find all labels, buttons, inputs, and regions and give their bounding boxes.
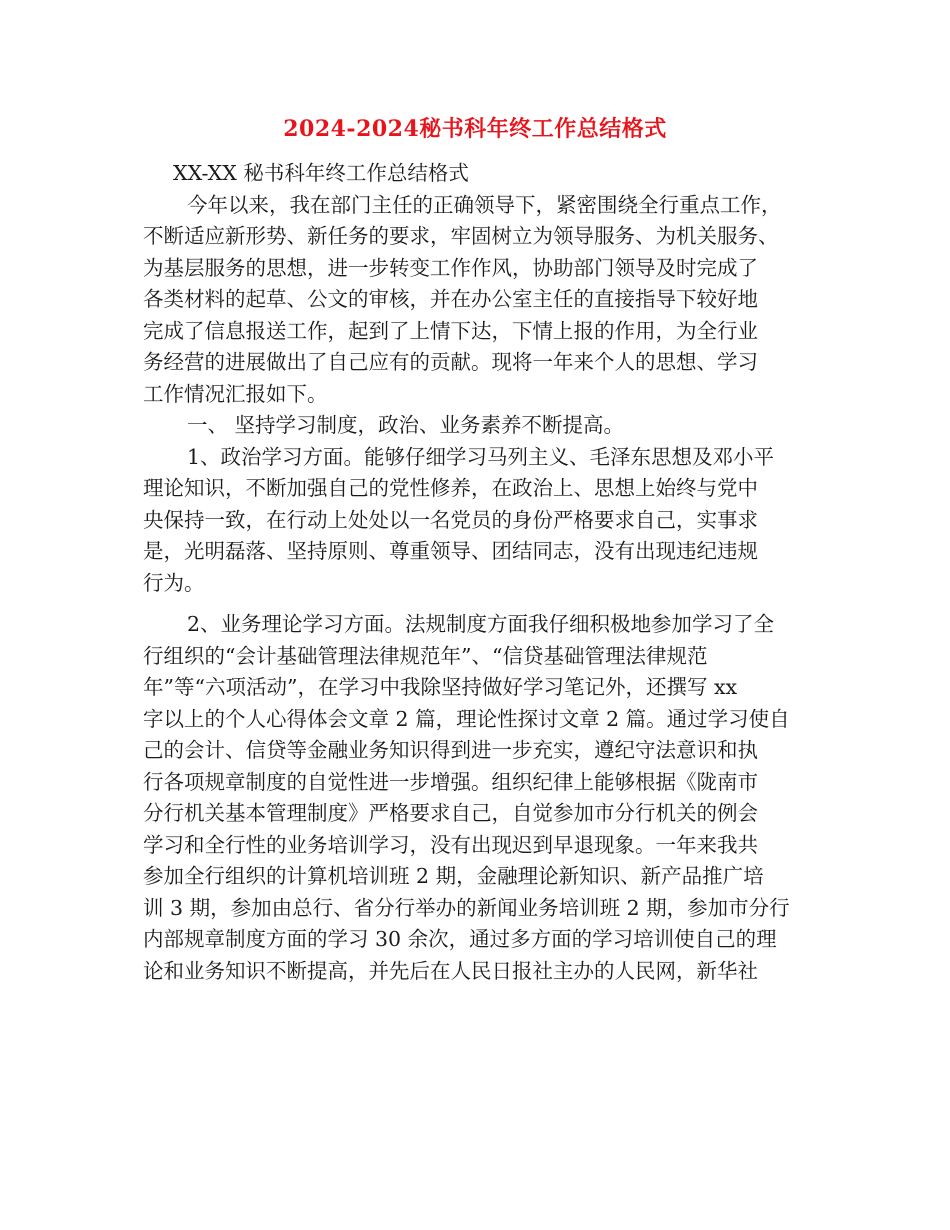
subtitle-line: XX-XX 秘书科年终工作总结格式 bbox=[173, 161, 469, 185]
paragraph-line: 行各项规章制度的自觉性进一步增强。组织纪律上能够根据《陇南市 bbox=[143, 769, 758, 794]
paragraph-line: 学习和全行性的业务培训学习，没有出现迟到早退现象。一年来我共 bbox=[143, 832, 758, 857]
paragraph-line: 分行机关基本管理制度》严格要求自己，自觉参加市分行机关的例会 bbox=[143, 801, 758, 825]
paragraph-line: 2、业务理论学习方面。法规制度方面我仔细积极地参加学习了全 bbox=[187, 612, 775, 636]
paragraph-line: 完成了信息报送工作，起到了上情下达，下情上报的作用，为全行业 bbox=[143, 318, 758, 343]
paragraph-line: 行组织的“会计基础管理法律规范年”、“信贷基础管理法律规范 bbox=[143, 643, 708, 668]
paragraph-line: 各类材料的起草、公文的审核，并在办公室主任的直接指导下较好地 bbox=[143, 287, 758, 311]
paragraph-gap bbox=[143, 599, 811, 609]
paragraph-line: 参加全行组织的计算机培训班 2 期，金融理论新知识、新产品推广培 bbox=[143, 864, 764, 888]
paragraph-line: 字以上的个人心得体会文章 2 篇，理论性探讨文章 2 篇。通过学习使自 bbox=[143, 706, 790, 731]
paragraph-line: 是，光明磊落、坚持原则、尊重领导、团结同志，没有出现违纪违规 bbox=[143, 539, 758, 563]
paragraph-line: 内部规章制度方面的学习 30 余次，通过多方面的学习培训使自己的理 bbox=[143, 927, 777, 951]
document-title: 2024-2024秘书科年终工作总结格式 bbox=[283, 116, 667, 142]
paragraph-line: 为基层服务的思想，进一步转变工作作风，协助部门领导及时完成了 bbox=[143, 255, 758, 280]
paragraph-line: 今年以来，我在部门主任的正确领导下，紧密围绕全行重点工作， bbox=[187, 192, 782, 217]
paragraph-line: 己的会计、信贷等金融业务知识得到进一步充实，遵纪守法意识和执 bbox=[143, 738, 758, 762]
paragraph-line: 训 3 期，参加由总行、省分行举办的新闻业务培训班 2 期，参加市分行 bbox=[143, 895, 790, 920]
paragraph-line: 行为。 bbox=[143, 570, 205, 595]
paragraph-line: 论和业务知识不断提高，并先后在人民日报社主办的人民网，新华社 bbox=[143, 958, 758, 983]
paragraph-line: 工作情况汇报如下。 bbox=[143, 381, 328, 406]
section-heading: 一、 坚持学习制度，政治、业务素养不断提高。 bbox=[187, 413, 625, 437]
document-body bbox=[143, 158, 811, 987]
paragraph-line: 1、政治学习方面。能够仔细学习马列主义、毛泽东思想及邓小平 bbox=[187, 444, 775, 469]
paragraph-line: 央保持一致，在行动上处处以一名党员的身份严格要求自己，实事求 bbox=[143, 507, 758, 532]
paragraph-line: 年”等“六项活动”，在学习中我除坚持做好学习笔记外，还撰写 xx bbox=[143, 675, 738, 699]
paragraph-line: 理论知识，不断加强自己的党性修养，在政治上、思想上始终与党中 bbox=[143, 476, 758, 500]
paragraph-line: 务经营的进展做出了自己应有的贡献。现将一年来个人的思想、学习 bbox=[143, 350, 758, 374]
paragraph-line: 不断适应新形势、新任务的要求，牢固树立为领导服务、为机关服务、 bbox=[143, 224, 779, 248]
